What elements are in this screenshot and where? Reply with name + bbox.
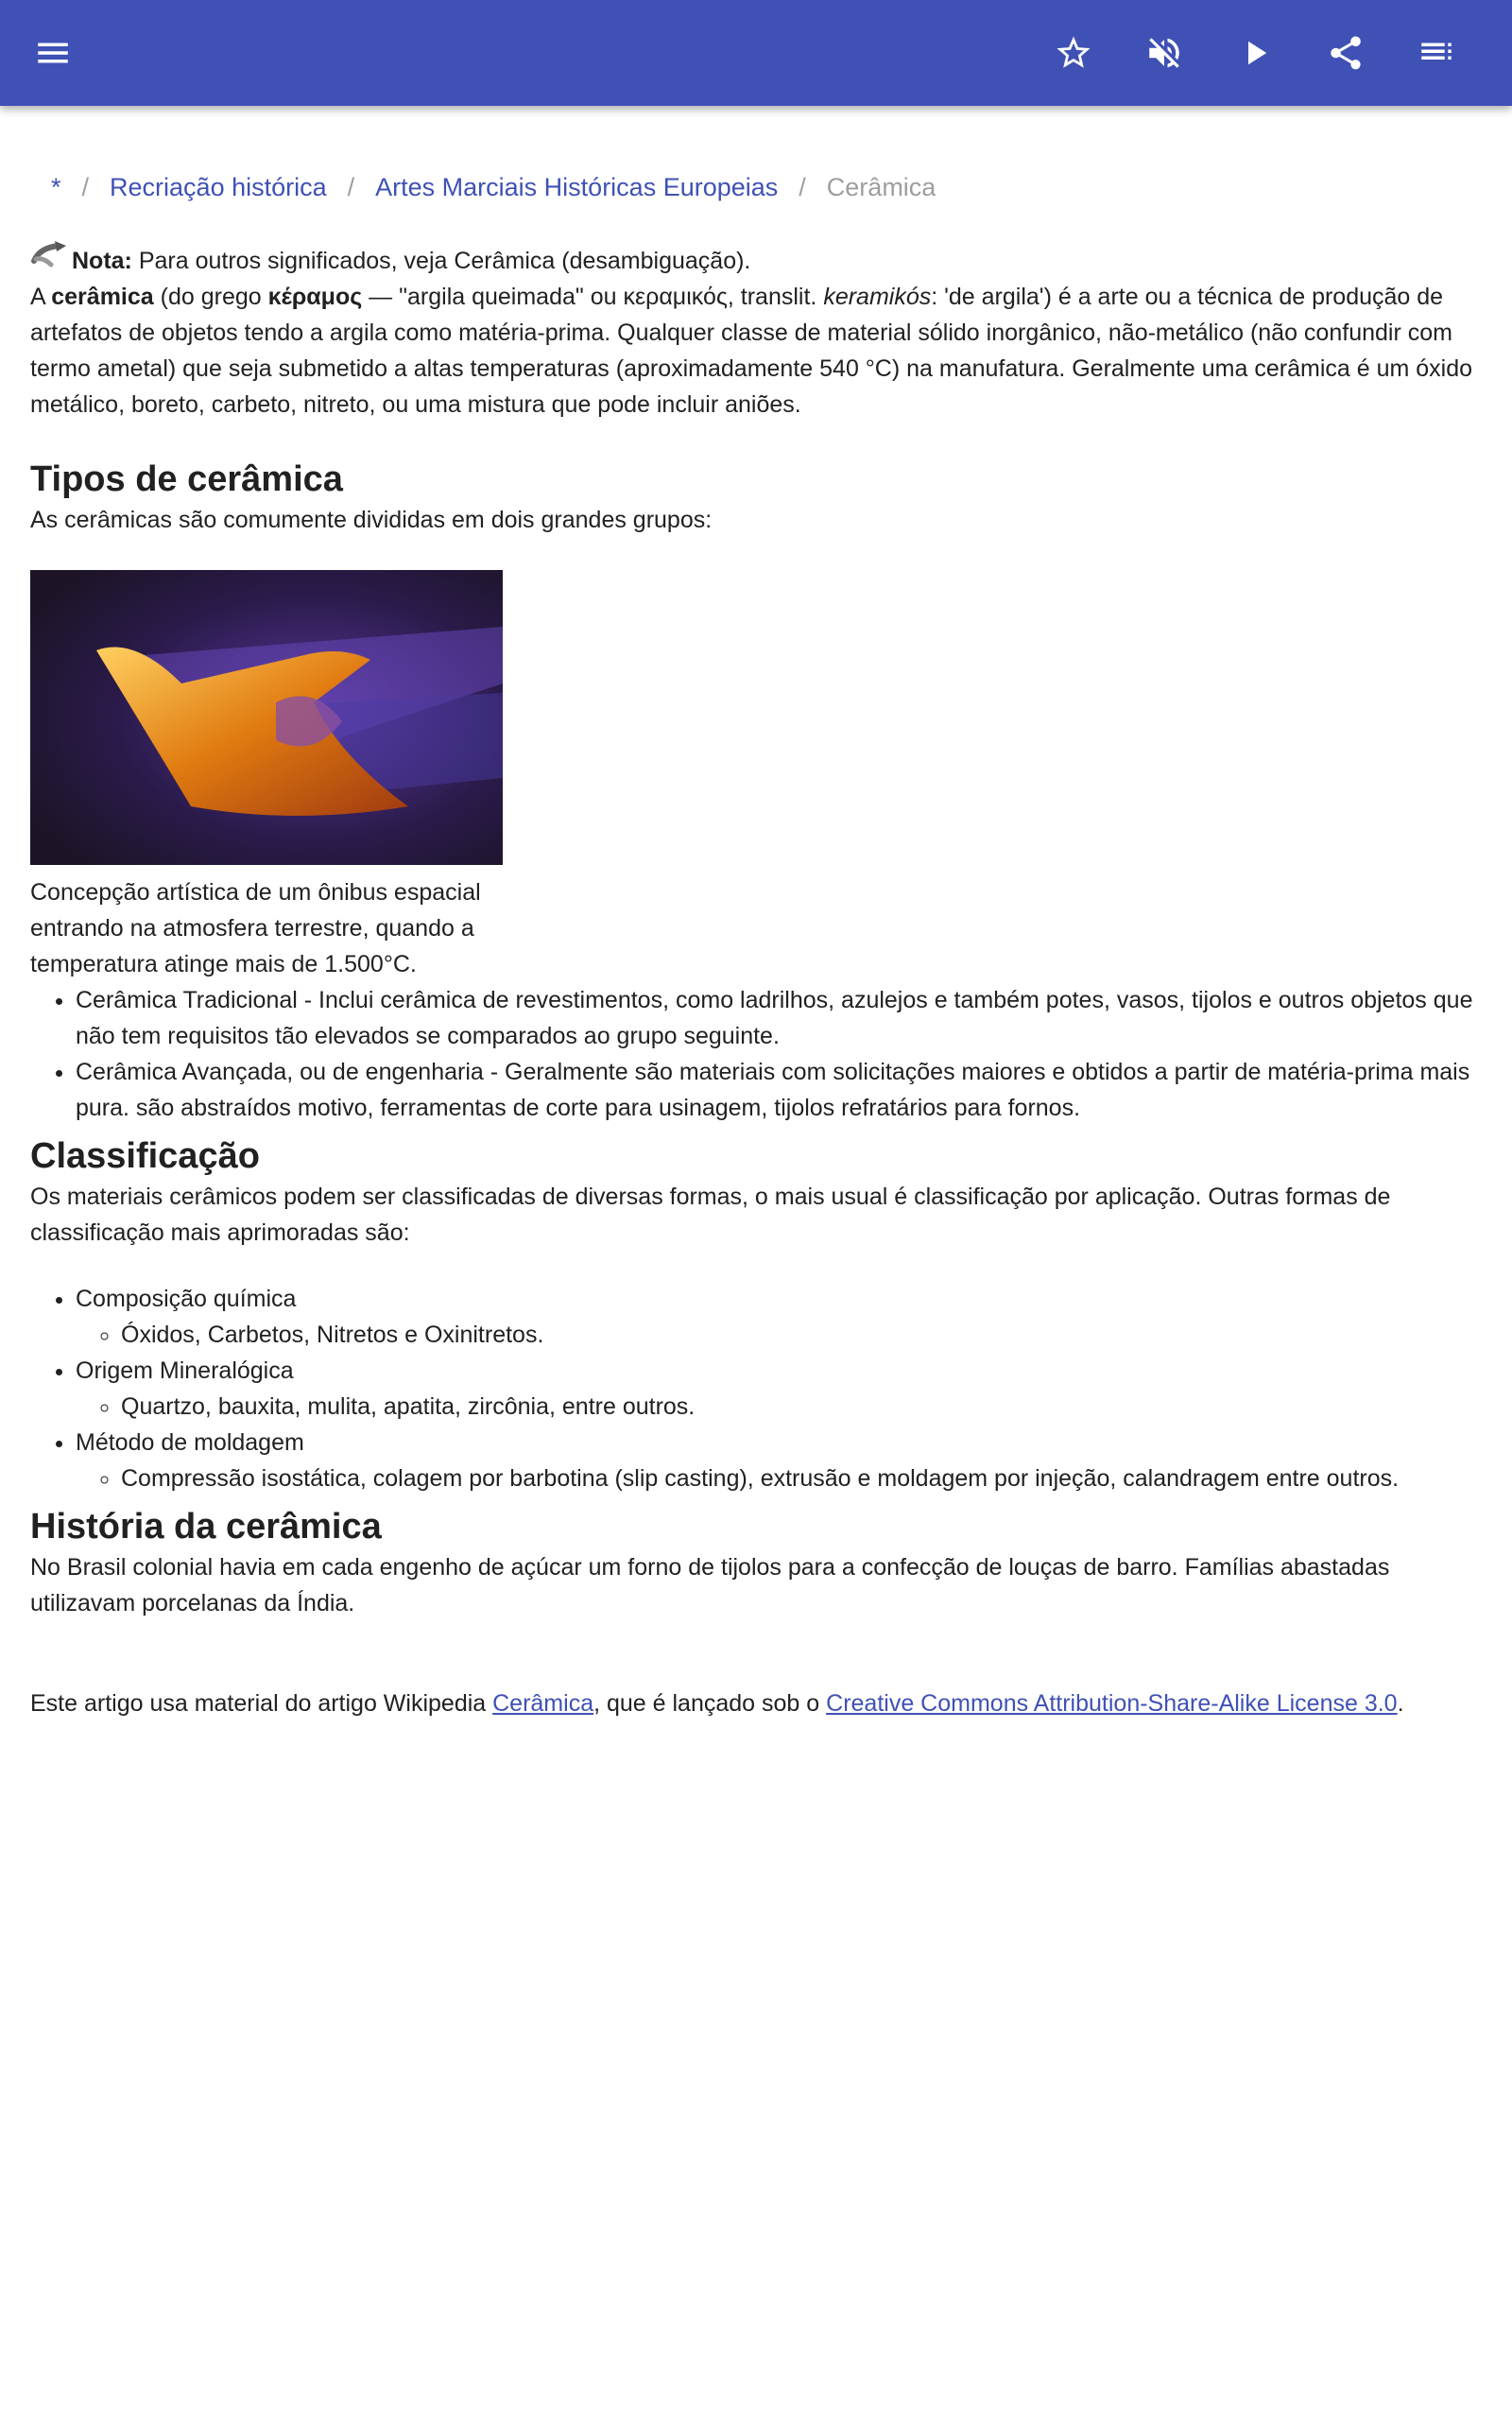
classification-list bbox=[30, 1281, 1482, 1496]
text: A bbox=[30, 284, 52, 310]
sub-list-item: ◦ Quartzo, bauxita, mulita, apatita, zircônia, entre outros. bbox=[121, 1389, 1482, 1425]
license-link[interactable]: Creative Commons Attribution-Share-Alike License 3.0 bbox=[826, 1690, 1398, 1717]
disambiguation-icon bbox=[30, 240, 68, 270]
breadcrumb-separator: / bbox=[799, 173, 806, 201]
section-text: No Brasil colonial havia em cada engenho de açúcar um forno de tijolos para a confecção de louças de barro. Famílias abastadas utilizavam porcelanas da Índia. bbox=[30, 1554, 1390, 1616]
breadcrumb-separator: / bbox=[347, 173, 355, 201]
transliteration: keramikós bbox=[823, 284, 932, 310]
section-heading: História da cerâmica bbox=[30, 1507, 382, 1547]
list-item-label: Composição química bbox=[76, 1286, 297, 1312]
playlist-icon[interactable] bbox=[1414, 30, 1459, 76]
intro-paragraph bbox=[30, 279, 1482, 423]
breadcrumb bbox=[51, 166, 1482, 208]
share-icon[interactable] bbox=[1323, 30, 1368, 76]
breadcrumb-home[interactable]: * bbox=[51, 173, 61, 201]
list-item: • Cerâmica Avançada, ou de engenharia - Geralmente são materiais com solicitações maiores e obtidos a partir de matéria-prima mais pura. são abstraídos motivo, ferramentas de corte para usinagem, tijolos refratários para fornos. bbox=[76, 1054, 1482, 1126]
text: : 'de argila') é a arte ou a técnica de produção de artefatos de objetos tendo a argila como matéria-prima. Qualquer classe de material sólido inorgânico, não-metálico (não confundir com termo ametal) que seja submetido a altas temperaturas (aproximadamente 540 °C) na manufatura. Geralmente uma cerâmica é um óxido metálico, boreto, carbeto, nitreto, ou uma mistura que pode incluir aniões. bbox=[30, 284, 1473, 418]
list-item-label: Método de moldagem bbox=[76, 1429, 304, 1456]
section-text: As cerâmicas são comumente divididas em dois grandes grupos: bbox=[30, 507, 713, 533]
note-label: Nota: bbox=[72, 248, 132, 274]
space-shuttle-image[interactable] bbox=[30, 570, 503, 865]
list-item bbox=[76, 1425, 1482, 1496]
volume-off-icon[interactable] bbox=[1142, 30, 1187, 76]
section-heading: Tipos de cerâmica bbox=[30, 459, 343, 499]
star-icon[interactable] bbox=[1051, 30, 1096, 76]
figure-caption: Concepção artística de um ônibus espacial entrando na atmosfera terrestre, quando a temperatura atinge mais de 1.500°C. bbox=[30, 879, 481, 977]
breadcrumb-item[interactable]: Artes Marciais Históricas Europeias bbox=[375, 173, 779, 201]
breadcrumb-item[interactable]: Recriação histórica bbox=[110, 173, 327, 201]
figure bbox=[30, 570, 503, 982]
list-item-label: Origem Mineralógica bbox=[76, 1357, 294, 1384]
text: Este artigo usa material do artigo Wikipedia bbox=[30, 1690, 493, 1717]
breadcrumb-current: Cerâmica bbox=[826, 173, 936, 201]
list-item bbox=[76, 1353, 1482, 1425]
note-text: Para outros significados, veja Cerâmica (desambiguação). bbox=[131, 248, 751, 274]
text: — "argila queimada" ou κεραμικός, translit. bbox=[362, 284, 824, 310]
sub-list-item: ◦ Compressão isostática, colagem por barbotina (slip casting), extrusão e moldagem por injeção, calandragem entre outros. bbox=[121, 1461, 1482, 1496]
types-list bbox=[30, 982, 1482, 1126]
greek-term: κέραμος bbox=[267, 284, 363, 310]
list-item: • Cerâmica Tradicional - Inclui cerâmica de revestimentos, como ladrilhos, azulejos e também potes, vasos, tijolos e outros objetos que não tem requisitos tão elevados se comparados ao grupo seguinte. bbox=[76, 982, 1482, 1054]
disambiguation-note bbox=[30, 240, 1482, 279]
text: . bbox=[1397, 1690, 1404, 1717]
section-heading: Classificação bbox=[30, 1136, 260, 1176]
sub-list-item: ◦ Óxidos, Carbetos, Nitretos e Oxinitretos. bbox=[121, 1317, 1482, 1353]
wikipedia-article-link[interactable]: Cerâmica bbox=[492, 1690, 594, 1717]
play-icon[interactable] bbox=[1232, 30, 1278, 76]
app-toolbar bbox=[0, 0, 1512, 106]
list-item bbox=[76, 1281, 1482, 1353]
text: , que é lançado sob o bbox=[593, 1690, 827, 1717]
text: (do grego bbox=[153, 284, 268, 310]
breadcrumb-separator: / bbox=[81, 173, 90, 201]
article bbox=[30, 166, 1482, 1721]
menu-icon[interactable] bbox=[30, 30, 76, 76]
term: cerâmica bbox=[51, 284, 154, 310]
section-text: Os materiais cerâmicos podem ser classificadas de diversas formas, o mais usual é classificação por aplicação. Outras formas de classificação mais aprimoradas são: bbox=[30, 1184, 1391, 1246]
license-footer bbox=[30, 1685, 1482, 1721]
